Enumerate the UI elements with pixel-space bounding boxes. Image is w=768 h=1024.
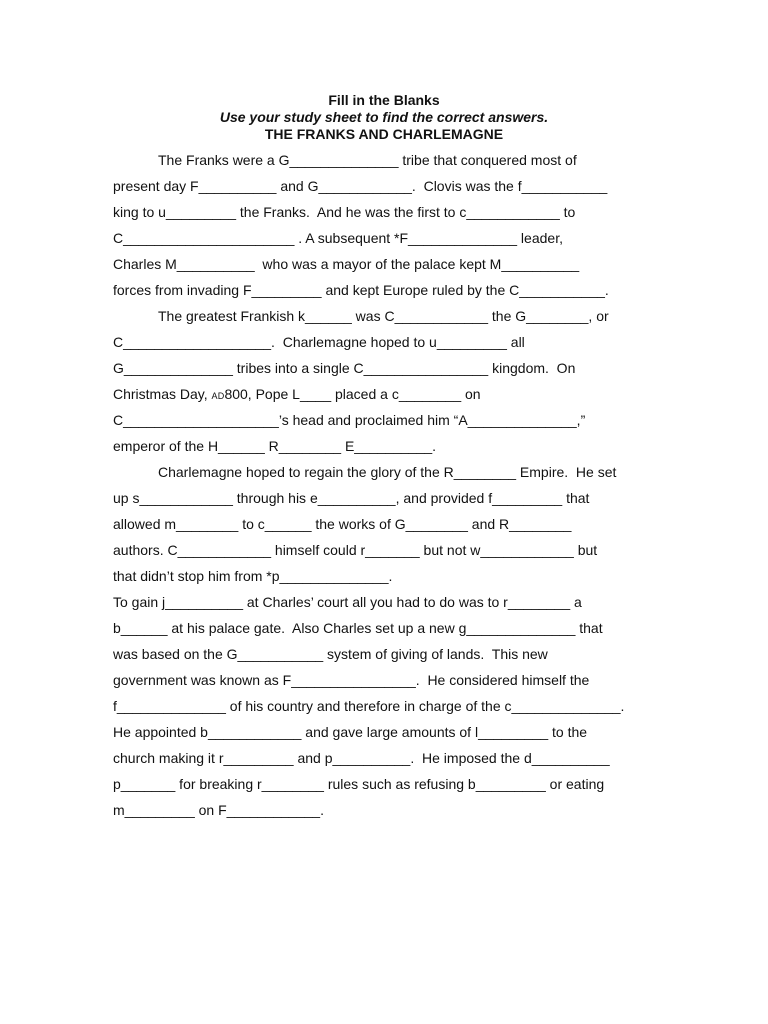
text-line: C___________________. Charlemagne hoped to u_________ all [113,334,525,350]
text-line: To gain j__________ at Charles’ court all you had to do was to r________ a [113,594,582,610]
text-line: p_______ for breaking r________ rules such as refusing b_________ or eating [113,776,605,792]
text-line: forces from invading F_________ and kept Europe ruled by the C___________. [113,282,609,298]
worksheet-topic: THE FRANKS AND CHARLEMAGNE [264,126,504,142]
text-line: f______________ of his country and therefore in charge of the c______________. [113,698,625,714]
text-line: allowed m________ to c______ the works of G________ and R________ [113,516,572,532]
text-line: king to u_________ the Franks. And he was the first to c____________ to [113,204,576,220]
text-segment: Christmas Day, [113,386,212,402]
text-segment: 800, Pope L____ placed a c________ on [224,386,481,402]
text-line: Charlemagne hoped to regain the glory of the R________ Empire. He set [158,464,617,480]
text-line: government was known as F________________. He considered himself the [113,672,590,688]
text-line: m_________ on F____________. [113,802,324,818]
text-line: was based on the G___________ system of giving of lands. This new [113,646,548,662]
text-line: emperor of the H______ R________ E__________. [113,438,437,454]
text-line: b______ at his palace gate. Also Charles set up a new g______________ that [113,620,603,636]
text-line [113,385,481,405]
text-line: C____________________’s head and proclaimed him “A______________,” [113,412,586,428]
text-line: C______________________ . A subsequent *F______________ leader, [113,230,563,246]
worksheet-instructions: Use your study sheet to find the correct answers. [219,109,549,125]
text-line: Charles M__________ who was a mayor of the palace kept M__________ [113,256,580,272]
text-line: The greatest Frankish k______ was C____________ the G________, or [158,308,609,324]
worksheet-title: Fill in the Blanks [328,92,440,108]
text-line: G______________ tribes into a single C________________ kingdom. On [113,360,576,376]
text-line: up s____________ through his e__________, and provided f_________ that [113,490,590,506]
text-line: He appointed b____________ and gave large amounts of l_________ to the [113,724,588,740]
text-line: that didn’t stop him from *p______________. [113,568,393,584]
era-abbreviation: AD [211,391,225,401]
text-line: present day F__________ and G____________. Clovis was the f___________ [113,178,608,194]
text-line: The Franks were a G______________ tribe that conquered most of [158,152,577,168]
text-line: authors. C____________ himself could r_______ but not w____________ but [113,542,598,558]
text-line: church making it r_________ and p__________. He imposed the d__________ [113,750,610,766]
